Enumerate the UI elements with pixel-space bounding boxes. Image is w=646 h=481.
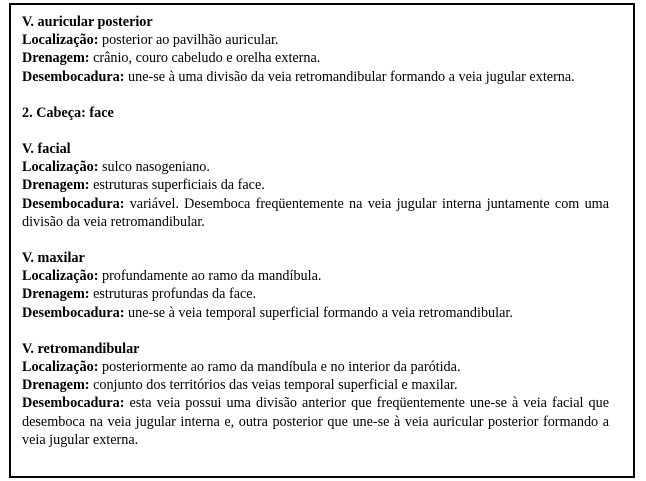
section-auricular-posterior xyxy=(22,13,609,86)
field-desembocadura xyxy=(22,195,609,231)
field-key: Localização: xyxy=(22,159,99,176)
field-value: variável. Desemboca freqüentemente na veia jugular interna juntamente com uma divisão da veia retromandibular. xyxy=(22,195,609,230)
document-content xyxy=(22,13,609,467)
field-key: Localização: xyxy=(22,359,99,376)
field-key: Localização: xyxy=(22,32,99,49)
field-value: posterior ao pavilhão auricular. xyxy=(98,32,279,49)
field-drenagem xyxy=(22,49,609,67)
field-drenagem xyxy=(22,376,609,394)
field-value: estruturas profundas da face. xyxy=(89,286,257,303)
field-desembocadura xyxy=(22,394,609,449)
field-value: esta veia possui uma divisão anterior que freqüentemente une-se à veia facial que desemboca na veia jugular interna e, outra posterior que une-se à veia auricular posterior formando a veia jugular externa. xyxy=(22,395,609,448)
field-key: Drenagem: xyxy=(22,377,90,394)
field-value: une-se à uma divisão da veia retromandibular formando a veia jugular externa. xyxy=(124,68,575,85)
field-key: Desembocadura: xyxy=(22,195,125,212)
field-key: Drenagem: xyxy=(22,50,90,67)
field-value: profundamente ao ramo da mandíbula. xyxy=(98,268,322,285)
section-title: V. maxilar xyxy=(22,250,85,267)
field-value: sulco nasogeniano. xyxy=(98,159,210,176)
field-value: estruturas superficiais da face. xyxy=(89,177,265,194)
field-localizacao xyxy=(22,158,609,176)
section-title: V. auricular posterior xyxy=(22,14,153,30)
section-maxilar xyxy=(22,249,609,322)
field-desembocadura xyxy=(22,68,609,86)
section-title: V. facial xyxy=(22,141,71,158)
field-localizacao xyxy=(22,267,609,285)
field-key: Drenagem: xyxy=(22,177,90,194)
field-key: Desembocadura: xyxy=(22,395,125,412)
section-heading-face xyxy=(22,104,609,122)
chapter-heading: 2. Cabeça: face xyxy=(22,104,114,121)
field-localizacao xyxy=(22,358,609,376)
field-desembocadura xyxy=(22,304,609,322)
field-drenagem xyxy=(22,285,609,303)
field-key: Drenagem: xyxy=(22,286,90,303)
field-value: crânio, couro cabeludo e orelha externa. xyxy=(89,50,321,67)
field-key: Localização: xyxy=(22,268,99,285)
field-key: Desembocadura: xyxy=(22,68,125,85)
field-key: Desembocadura: xyxy=(22,304,125,321)
field-value: conjunto dos territórios das veias temporal superficial e maxilar. xyxy=(89,377,458,394)
field-drenagem xyxy=(22,176,609,194)
section-title: V. retromandibular xyxy=(22,340,140,357)
field-value: une-se à veia temporal superficial formando a veia retromandibular. xyxy=(124,304,513,321)
field-localizacao xyxy=(22,31,609,49)
section-facial xyxy=(22,140,609,231)
field-value: posteriormente ao ramo da mandíbula e no interior da parótida. xyxy=(98,359,461,376)
section-retromandibular xyxy=(22,340,609,449)
